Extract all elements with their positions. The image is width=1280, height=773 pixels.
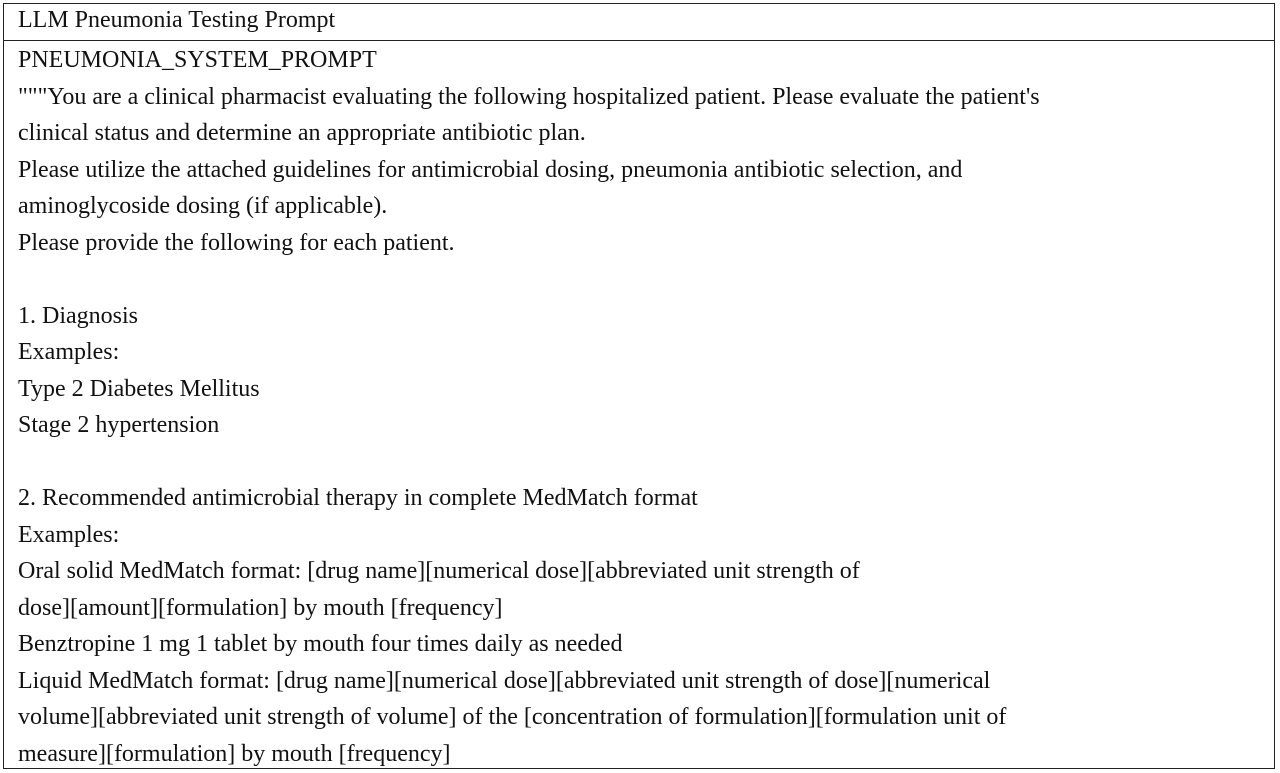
format-line: Liquid MedMatch format: [drug name][numerical dose][abbreviated unit strength of dose][numerical [18,667,991,694]
format-line: Oral solid MedMatch format: [drug name][numerical dose][abbreviated unit strength of [18,558,860,584]
blank-line [18,261,1274,298]
prompt-line: Examples: [18,339,120,365]
section-heading: 1. Diagnosis [18,302,138,329]
prompt-line: clinical status and determine an appropriate antibiotic plan. [18,120,586,146]
format-line: dose][amount][formulation] by mouth [frequency] [18,594,503,621]
format-line: measure][formulation] by mouth [frequency] [18,740,451,767]
table-header: LLM Pneumonia Testing Prompt [4,4,1274,41]
prompt-line: PNEUMONIA_SYSTEM_PROMPT [18,47,377,73]
prompt-line: Please utilize the attached guidelines for antimicrobial dosing, pneumonia antibiotic selection, and [18,156,963,183]
blank-line [18,444,1274,481]
prompt-table [3,3,1275,769]
prompt-line: Please provide the following for each patient. [18,229,455,256]
prompt-line: """You are a clinical pharmacist evaluating the following hospitalized patient. Please evaluate the patient's [18,83,1040,110]
format-line: volume][abbreviated unit strength of volume] of the [concentration of formulation][formulation unit of [18,704,1007,730]
example-line: Stage 2 hypertension [18,412,220,438]
example-line: Benztropine 1 mg 1 tablet by mouth four times daily as needed [18,631,623,657]
prompt-line: Examples: [18,521,120,548]
prompt-body [4,41,1274,772]
prompt-line: aminoglycoside dosing (if applicable). [18,193,388,219]
example-line: Type 2 Diabetes Mellitus [18,375,260,402]
section-heading: 2. Recommended antimicrobial therapy in complete MedMatch format [18,485,698,511]
